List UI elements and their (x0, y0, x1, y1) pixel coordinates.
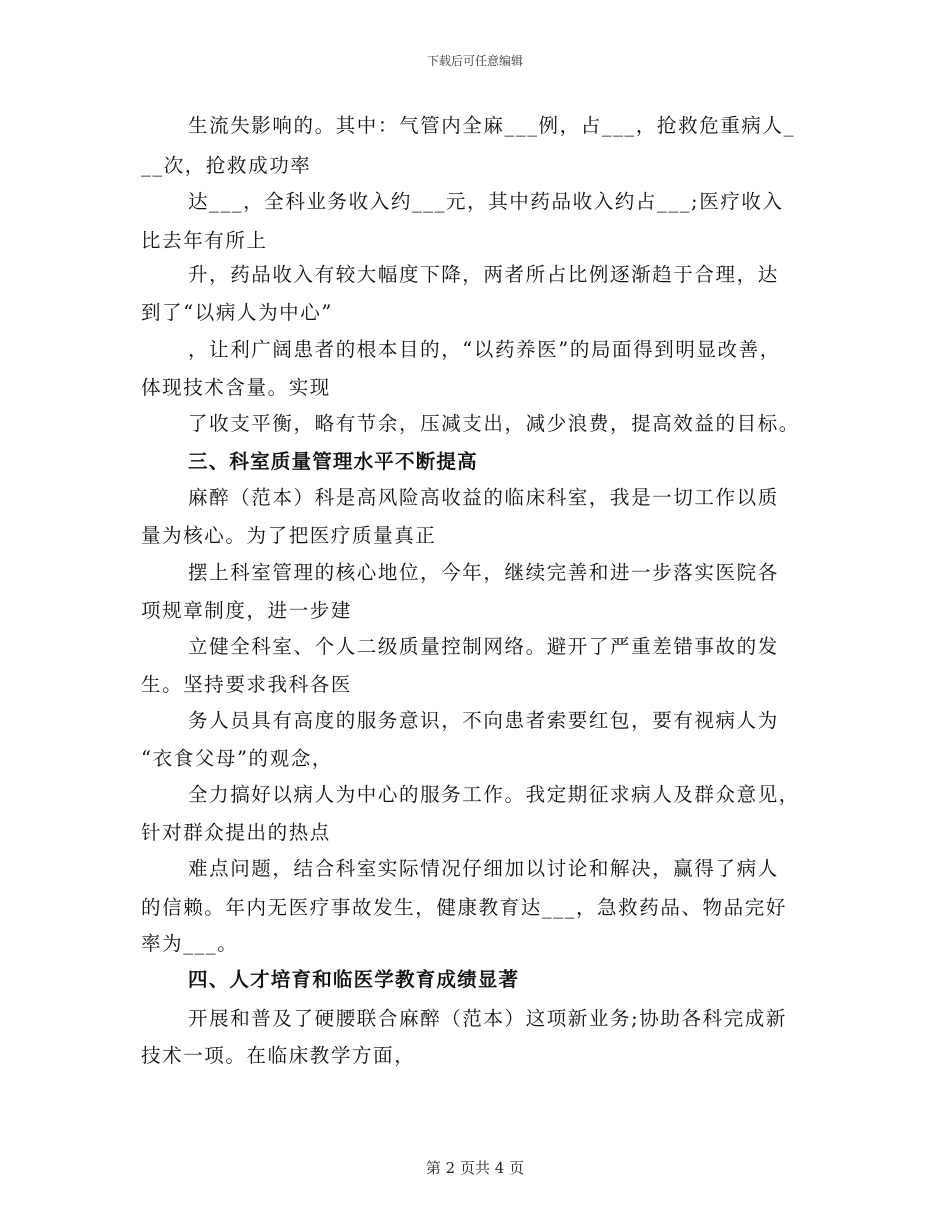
paragraph-line: 体现技术含量。实现 (141, 376, 331, 399)
paragraph-line: 的信赖。年内无医疗事故发生，健康教育达___，急救药品、物品完好 (141, 896, 787, 919)
paragraph-line: 开展和普及了硬腰联合麻醉（范本）这项新业务;协助各科完成新 (188, 1007, 787, 1030)
paragraph-line: 技术一项。在临床教学方面， (141, 1044, 416, 1067)
paragraph-line: 务人员具有高度的服务意识，不向患者索要红包，要有视病人为 (188, 709, 779, 732)
paragraph-line: 达___，全科业务收入约___元，其中药品收入约占___;医疗收入 (188, 190, 784, 213)
paragraph-line: 升，药品收入有较大幅度下降，两者所占比例逐渐趋于合理，达 (188, 263, 779, 286)
paragraph-line: 针对群众提出的热点 (141, 821, 331, 844)
paragraph-line: 全力搞好以病人为中心的服务工作。我定期征求病人及群众意见， (188, 783, 800, 806)
paragraph-line: ，让利广阔患者的根本目的，“以药养医”的局面得到明显改善， (188, 338, 781, 361)
paragraph-line: “衣食父母”的观念， (141, 747, 333, 770)
paragraph-line: 摆上科室管理的核心地位，今年，继续完善和进一步落实医院各 (188, 561, 779, 584)
page-header: 下载后可任意编辑 (426, 54, 523, 68)
paragraph-line: __次，抢救成功率 (141, 154, 312, 177)
paragraph-line: 麻醉（范本）科是高风险高收益的临床科室，我是一切工作以质 (188, 486, 779, 509)
paragraph-line: 比去年有所上 (141, 229, 268, 252)
paragraph-line: 立健全科室、个人二级质量控制网络。避开了严重差错事故的发 (188, 635, 779, 658)
section-heading: 三、科室质量管理水平不断提高 (188, 450, 478, 473)
paragraph-line: 项规章制度，进一步建 (141, 599, 353, 622)
paragraph-line: 难点问题，结合科室实际情况仔细加以讨论和解决，赢得了病人 (188, 857, 779, 880)
section-heading: 四、人才培育和临医学教育成绩显著 (188, 968, 520, 991)
paragraph-line: 量为核心。为了把医疗质量真正 (141, 524, 437, 547)
paragraph-line: 了收支平衡，略有节余，压减支出，减少浪费，提高效益的目标。 (188, 412, 800, 435)
paragraph-line: 生流失影响的。其中：气管内全麻___例，占___，抢救危重病人_ (188, 114, 795, 137)
page-number: 第 2 页共 4 页 (425, 1159, 525, 1177)
paragraph-line: 生。坚持要求我科各医 (141, 673, 353, 696)
paragraph-line: 到了“以病人为中心” (141, 301, 333, 324)
paragraph-line: 率为___。 (141, 932, 239, 955)
